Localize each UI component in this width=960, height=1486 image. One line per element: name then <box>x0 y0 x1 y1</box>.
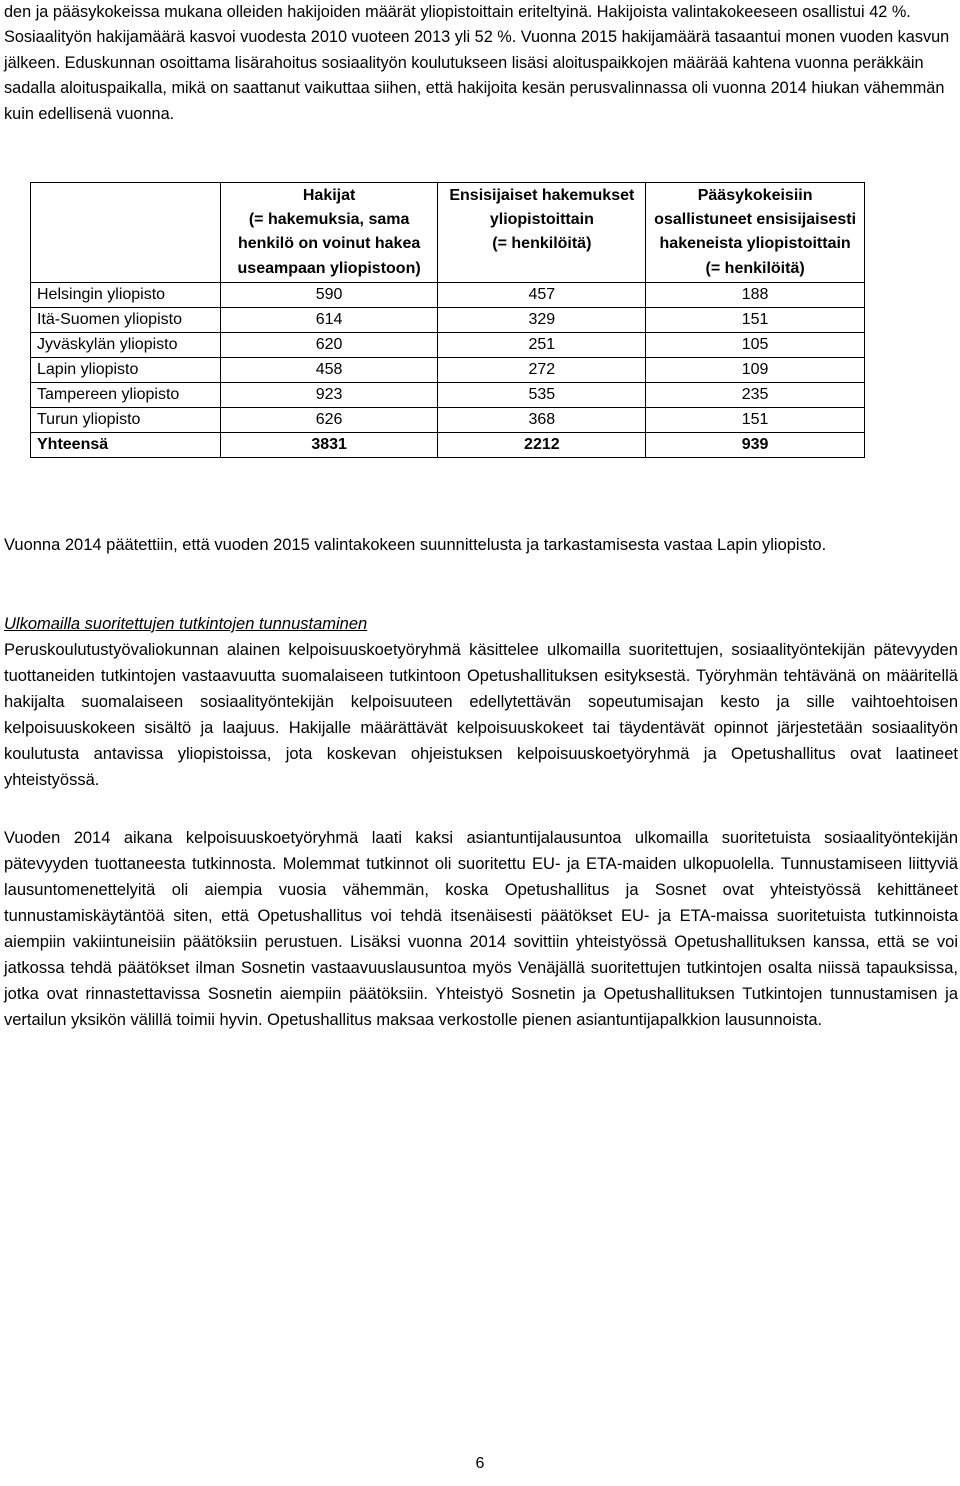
table-header-cell <box>220 183 438 283</box>
section-heading: Ulkomailla suoritettujen tutkintojen tunnustaminen <box>4 615 368 633</box>
first-choice-cell: 2212 <box>438 432 646 457</box>
table-body <box>31 282 865 457</box>
table-row <box>31 407 865 432</box>
exam-participants-cell: 109 <box>646 357 865 382</box>
university-name-cell: Itä-Suomen yliopisto <box>31 307 221 332</box>
exam-participants-cell: 939 <box>646 432 865 457</box>
header-line: (= henkilöitä) <box>492 235 592 253</box>
first-choice-cell: 457 <box>438 282 646 307</box>
first-choice-cell: 251 <box>438 332 646 357</box>
first-choice-cell: 272 <box>438 357 646 382</box>
applicants-cell: 614 <box>220 307 438 332</box>
applicants-cell: 626 <box>220 407 438 432</box>
document-page <box>4 0 958 127</box>
after-table-text: Vuonna 2014 päätettiin, että vuoden 2015 valintakokeen suunnittelusta ja tarkastamisesta vastaa Lapin yliopisto. <box>4 536 827 554</box>
applicants-cell: 458 <box>220 357 438 382</box>
university-name-cell: Helsingin yliopisto <box>31 282 221 307</box>
table-header-cell <box>646 183 865 283</box>
table-header-cell <box>438 183 646 283</box>
header-line: (= henkilöitä) <box>705 259 805 277</box>
page-number: 6 <box>475 1455 485 1472</box>
university-name-cell: Lapin yliopisto <box>31 357 221 382</box>
section-paragraph <box>4 637 958 793</box>
first-choice-cell: 535 <box>438 382 646 407</box>
university-name-cell: Yhteensä <box>31 432 221 457</box>
final-paragraph-text: Vuoden 2014 aikana kelpoisuuskoetyöryhmä laati kaksi asiantuntijalausuntoa ulkomailla suoritetuista sosiaalityöntekijän pätevyyden tuottaneesta tutkinnosta. Molemmat tutkinnot oli suoritettu EU- ja ETA-maiden ulkopuolella. Tunnustamiseen liittyviä lausuntomenettelyitä oli aiempia vuosia vähemmän, koska Opetushallitus ja Sosnet ovat yhteistyössä kehittäneet tunnustamiskäytäntöä siten, että Opetushallitus voi tehdä itsenäisesti päätökset EU- ja ETA-maissa suoritetuista tutkinnoista aiempiin vakiintuneisiin päätöksiin perustuen. Lisäksi vuonna 2014 sovittiin yhteistyössä Opetushallituksen kanssa, että se voi jatkossa tehdä päätökset ilman Sosnetin vastaavuuslausuntoa myös Venäjällä suoritettujen tutkintojen osalta niissä tapauksissa, jotka ovat rinnastettavissa Sosnetin aiempiin päätöksiin. Yhteistyö Sosnetin ja Opetushallituksen Tutkintojen tunnustamisen ja vertailun yksikön välillä toimii hyvin. Opetushallitus maksaa verkostolle pienen asiantuntijapalkkion lausunnoista. <box>4 829 958 1029</box>
exam-participants-cell: 151 <box>646 407 865 432</box>
table-row <box>31 332 865 357</box>
header-line: Hakijat <box>302 187 356 204</box>
applicants-cell: 620 <box>220 332 438 357</box>
applicants-cell: 923 <box>220 382 438 407</box>
table-row <box>31 382 865 407</box>
table-header-cell <box>31 183 221 283</box>
intro-paragraph: den ja pääsykokeissa mukana olleiden hakijoiden määrät yliopistoittain eriteltyinä. Hakijoista valintakokeeseen osallistui 42 %. Sosiaalityön hakijamäärä kasvoi vuodesta 2010 vuoteen 2013 yli 52 %. Vuonna 2015 hakijamäärä tasaantui monen vuoden kasvun jälkeen. Eduskunnan osoittama lisärahoitus sosiaalityön koulutukseen lisäsi aloituspaikkojen määrää kahtena vuonna peräkkäin sadalla aloituspaikalla, mikä on saattanut vaikuttaa siihen, että hakijoita kesän perusvalinnassa oli vuonna 2014 hiukan vähemmän kuin edellisenä vuonna. <box>4 3 950 123</box>
table-row <box>31 357 865 382</box>
after-table-paragraph <box>4 532 958 558</box>
table-header-row <box>31 183 865 283</box>
header-line: Pääsykokeisiin osallistuneet ensisijaisesti hakeneista yliopistoittain <box>654 187 857 253</box>
table-row <box>31 307 865 332</box>
exam-participants-cell: 188 <box>646 282 865 307</box>
header-line: (= hakemuksia, sama henkilö on voinut hakea useampaan yliopistoon) <box>237 211 421 277</box>
applicants-cell: 3831 <box>220 432 438 457</box>
first-choice-cell: 368 <box>438 407 646 432</box>
header-line: Ensisijaiset hakemukset yliopistoittain <box>449 187 635 229</box>
applicants-table <box>30 182 865 458</box>
section-paragraph-text: Peruskoulutustyövaliokunnan alainen kelpoisuuskoetyöryhmä käsittelee ulkomailla suoritettujen, sosiaalityöntekijän pätevyyden tuottaneiden tutkintojen vastaavuutta suomalaiseen tutkintoon Opetushallituksen esityksestä. Työryhmän tehtävänä on määritellä hakijalta suomalaiseen sosiaalityöntekijän kelpoisuuteen edellytettävän sopeutumisajan kesto ja sille vaihtoehtoisen kelpoisuuskokeen sisältö ja laajuus. Hakijalle määrättävät kelpoisuuskokeet tai täydentävät opinnot järjestetään sosiaalityön koulutusta antavissa yliopistoissa, jota koskevan ohjeistuksen kelpoisuuskoetyöryhmä ja Opetushallitus ovat laatineet yhteistyössä. <box>4 641 958 789</box>
university-name-cell: Tampereen yliopisto <box>31 382 221 407</box>
first-choice-cell: 329 <box>438 307 646 332</box>
exam-participants-cell: 105 <box>646 332 865 357</box>
exam-participants-cell: 235 <box>646 382 865 407</box>
applicants-cell: 590 <box>220 282 438 307</box>
exam-participants-cell: 151 <box>646 307 865 332</box>
table-row <box>31 282 865 307</box>
university-name-cell: Jyväskylän yliopisto <box>31 332 221 357</box>
university-name-cell: Turun yliopisto <box>31 407 221 432</box>
applicants-table-wrapper <box>30 182 865 458</box>
table-total-row <box>31 432 865 457</box>
final-paragraph <box>4 825 958 1033</box>
